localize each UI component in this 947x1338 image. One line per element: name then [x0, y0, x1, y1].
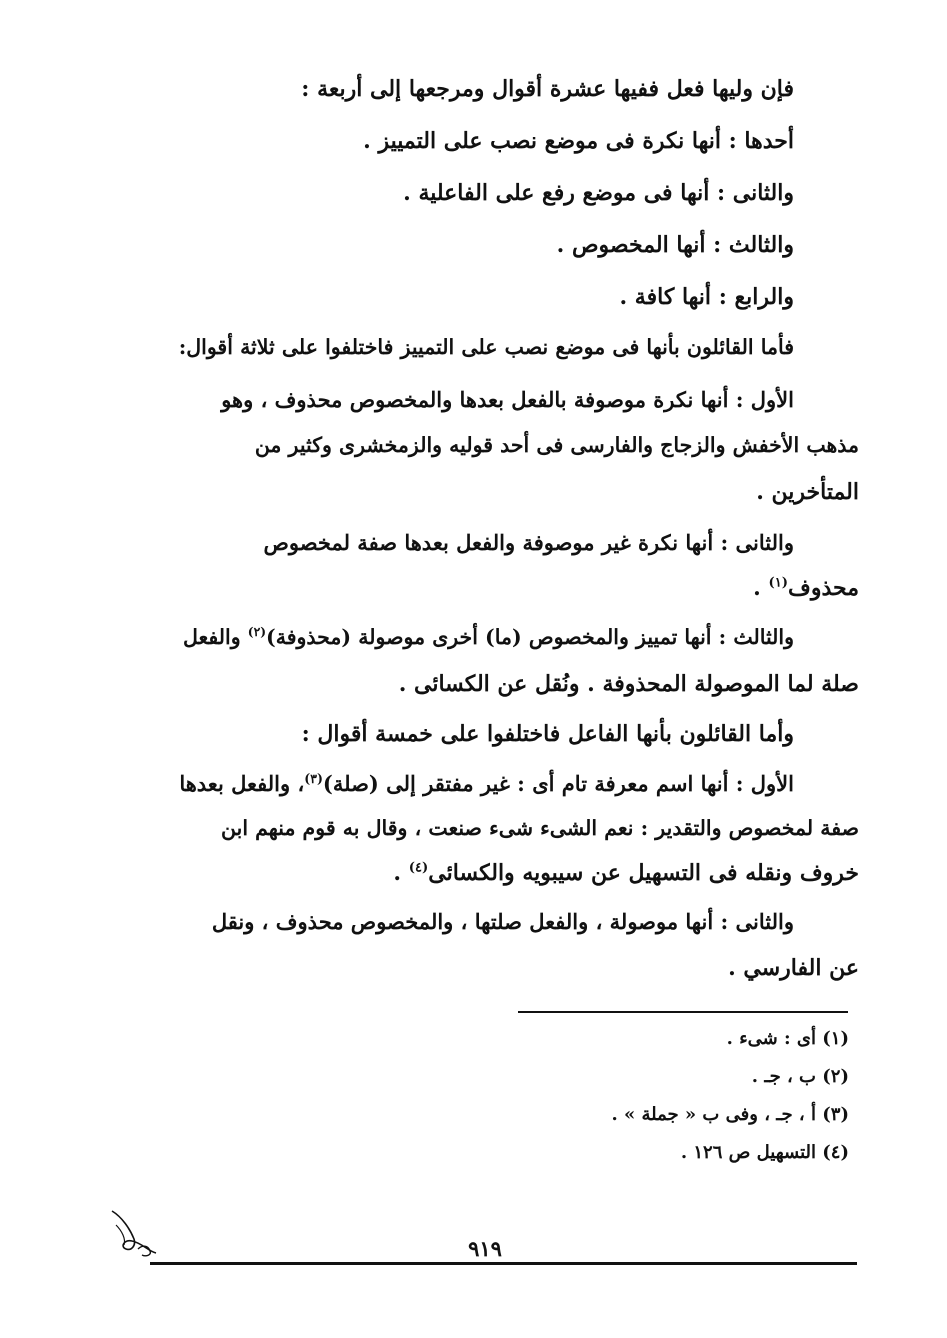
- footnote-mark-3: (٣): [304, 771, 323, 786]
- body-line-6: فأما القائلون بأنها فى موضع نصب على التمييز فاختلفوا على ثلاثة أقوال:: [178, 335, 794, 359]
- footer-rule: [150, 1262, 857, 1265]
- footnote-mark-1: (١): [768, 575, 789, 591]
- body-line-3: والثانى : أنها فى موضع رفع على الفاعلية .: [403, 180, 794, 206]
- body-line-15-paren: (صلة): [322, 771, 387, 796]
- body-line-19: عن الفارسي .: [728, 955, 859, 981]
- body-line-17-end: .: [393, 860, 409, 886]
- body-line-13: صلة لما الموصولة المحذوفة . ونُقل عن الكسائى .: [398, 671, 859, 697]
- body-line-12-paren: (محذوفة): [266, 625, 352, 649]
- body-line-9: المتأخرين .: [756, 479, 859, 505]
- body-line-7: الأول : أنها نكرة موصوفة بالفعل بعدها والمخصوص محذوف ، وهو: [221, 387, 794, 412]
- body-line-11-end: .: [753, 575, 769, 601]
- body-line-8: مذهب الأخفش والزجاج والفارسى فى أحد قوليه والزمخشرى وكثير من: [254, 433, 859, 457]
- footnote-mark-4: (٤): [408, 860, 429, 876]
- footnote-mark-2: (٢): [247, 624, 267, 640]
- body-line-17: [393, 862, 859, 884]
- footnote-4: (٤) التسهيل ص ١٢٦ .: [680, 1142, 849, 1163]
- body-line-12-end: والفعل: [183, 625, 248, 649]
- body-line-11-text: محذوف: [788, 575, 859, 601]
- body-line-10: والثانى : أنها نكرة غير موصوفة والفعل بعدها صفة لمخصوص: [263, 530, 794, 555]
- body-line-1: فإن وليها فعل ففيها عشرة أقوال ومرجعها إلى أربعة :: [301, 76, 794, 102]
- body-line-5: والرابع : أنها كافة .: [619, 284, 794, 310]
- body-line-15-text: الأول : أنها اسم معرفة تام أى : غير مفتقر إلى: [386, 771, 794, 796]
- footnote-1: (١) أى : شىء .: [726, 1028, 849, 1049]
- body-line-15-end: ، والفعل بعدها: [179, 771, 305, 796]
- footnote-3: (٣) أ ، جـ ، وفى ب « جملة » .: [611, 1104, 849, 1125]
- body-line-16: صفة لمخصوص والتقدير : نعم الشىء شىء صنعت ، وقال به قوم منهم ابن: [221, 816, 859, 840]
- body-line-12: [183, 624, 794, 649]
- body-line-12-text: والثالث : أنها تمييز والمخصوص (ما) أخرى موصولة: [358, 625, 794, 649]
- body-line-17-text: خروف ونقله فى التسهيل عن سيبويه والكسائى: [428, 860, 859, 886]
- body-line-18: والثانى : أنها موصولة ، والفعل صلتها ، والمخصوص محذوف ، ونقل: [211, 909, 794, 934]
- body-line-11: [753, 577, 859, 599]
- ornament-icon: [108, 1205, 160, 1263]
- body-line-14: وأما القائلون بأنها الفاعل فاختلفوا على خمسة أقوال :: [301, 721, 794, 747]
- footnote-separator: [518, 1011, 848, 1013]
- body-line-2: أحدها : أنها نكرة فى موضع نصب على التمييز .: [363, 128, 794, 154]
- body-line-4: والثالث : أنها المخصوص .: [556, 232, 794, 258]
- page-number: ٩١٩: [468, 1236, 502, 1261]
- body-line-15: [179, 773, 794, 794]
- footnote-2: (٢) ب ، جـ .: [751, 1066, 849, 1087]
